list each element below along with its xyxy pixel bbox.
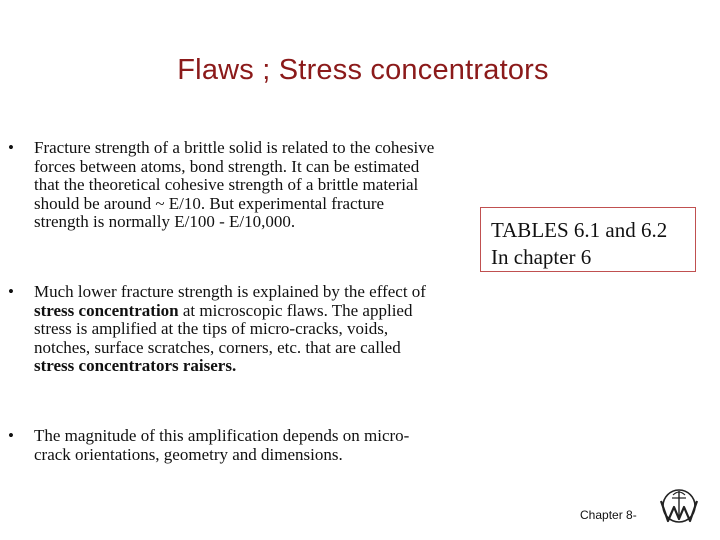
bullet-text: Fracture strength of a brittle solid is related to the cohesive forces between atoms, bond strength. It can be estimated that the theoretical cohesive strength of a brittle material should be around ~ E/10. But experimental fracture strength is normally E/100 - E/10,000.	[34, 138, 435, 232]
bold-term: stress concentrators raisers.	[34, 356, 237, 376]
bullet-item-1	[8, 139, 438, 232]
bullet-marker: •	[8, 426, 14, 445]
note-line-2: In chapter 6	[491, 245, 592, 269]
bold-term: stress concentration	[34, 300, 179, 320]
reference-note-box	[480, 207, 696, 272]
bullet-text: The magnitude of this amplification depends on micro-crack orientations, geometry and dimensions.	[34, 426, 410, 464]
bullet-item-2	[8, 283, 438, 376]
bullet-marker: •	[8, 282, 14, 301]
bullet-item-3	[8, 427, 438, 464]
bullet-text: Much lower fracture strength is explained by the effect of stress concentration at microscopic flaws. The applied stress is amplified at the tips of micro-cracks, voids, notches, surface scratches, corners, etc. that are called stress concentrators raisers.	[34, 282, 426, 376]
bullet-marker: •	[8, 138, 14, 157]
slide-title: Flaws ; Stress concentrators	[177, 54, 549, 86]
publisher-logo-icon	[658, 487, 700, 525]
chapter-footer: Chapter 8-	[580, 508, 637, 522]
note-line-1: TABLES 6.1 and 6.2	[491, 218, 668, 242]
